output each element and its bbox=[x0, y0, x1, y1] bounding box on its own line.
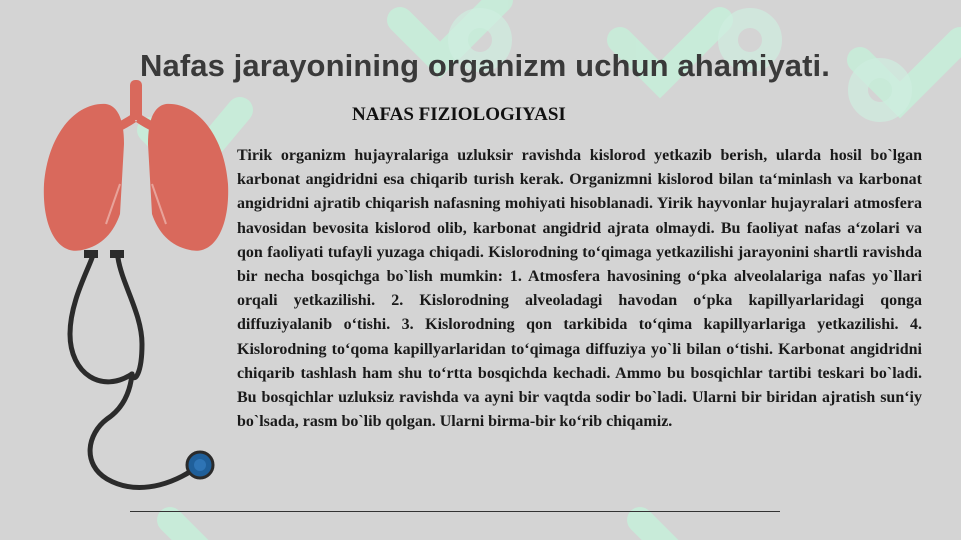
stethoscope-icon bbox=[62, 244, 222, 499]
footer-divider bbox=[130, 511, 780, 512]
page-title: Nafas jarayonining organizm uchun ahamiyati. bbox=[140, 48, 830, 83]
body-paragraph: Tirik organizm hujayralariga uzluksir ravishda kislorod yetkazib berish, ularda hosil bo`lgan karbonat angidridni esa chiqarib turish kerak. Organizmni kislorod bilan ta‘minlash va karbonat angidridni ajratib chiqarish nafasning mohiyati hisoblanadi. Yirik hayvonlar hujayralari atmosfera havosidan bevosita kislorod olib, karbonat angidrid ajrata olmaydi. Bu faoliyat nafas a‘zolari va qon faoliyati tufayli yuzaga chiqadi. Kislorodning to‘qimaga yetkazilishi jarayonini shartli ravishda bir necha bosqichga bo`lish mumkin: 1. Atmosfera havosining o‘pka alveolalariga nafas yo`llari orqali yetkazilishi. 2. Kislorodning alveoladagi havodan o‘pka kapillyarlaridagi qonga diffuziyalanib o‘tishi. 3. Kislorodning qon tarkibida to‘qima kapillyarlariga yetkazilishi. 4. Kislorodning to‘qoma kapillyarlaridan to‘qimaga diffuziya yo`li bilan o‘tishi. Karbonat angidridni chiqarib tashlash ham shu to‘rtta bosqichda kechadi. Ammo bu bosqichlar tartibi teskari bo`ladi. Bu bosqichlar uzluksiz ravishda va ayni bir vaqtda sodir bo`ladi. Ularni bir biridan ajratish sun‘iy bo`lsada, rasm bo`lib qolgan. Ularni birma-bir ko‘rib chiqamiz. bbox=[237, 147, 922, 431]
section-subtitle: NAFAS FIZIOLOGIYASI bbox=[352, 104, 566, 125]
lungs-icon bbox=[36, 74, 236, 264]
